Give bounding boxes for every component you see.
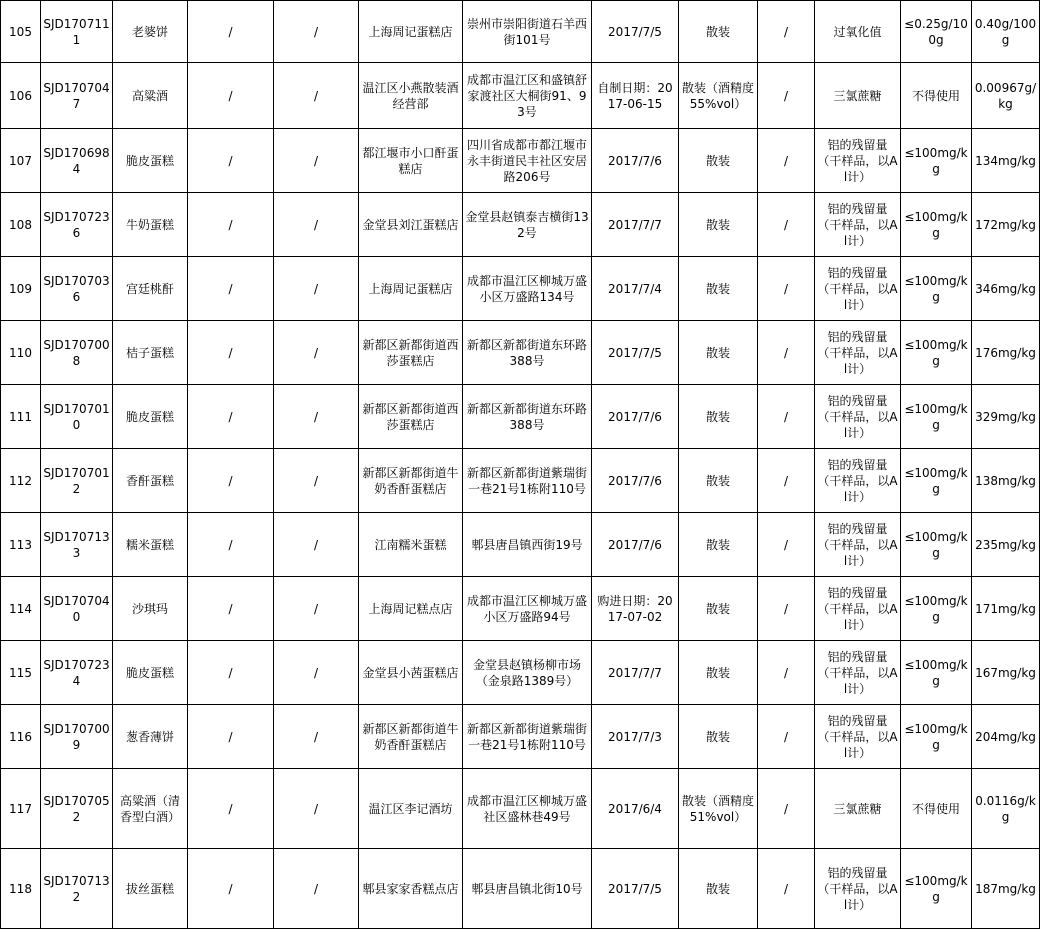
seller-address: 成都市温江区柳城万盛小区万盛路94号: [463, 577, 592, 641]
standard-value: ≤100mg/kg: [901, 577, 972, 641]
empty-cell: /: [758, 849, 815, 929]
standard-value: ≤100mg/kg: [901, 129, 972, 193]
test-item: 铝的残留量（干样品，以Al计）: [815, 705, 901, 769]
specification: 散装: [679, 257, 758, 321]
sample-code: SJD1707234: [41, 641, 113, 705]
seller-address: 四川省成都市都江堰市永丰街道民丰社区安居路206号: [463, 129, 592, 193]
product-name: 拔丝蛋糕: [113, 849, 188, 929]
production-date: 2017/7/6: [592, 129, 679, 193]
standard-value: ≤100mg/kg: [901, 449, 972, 513]
standard-value: 不得使用: [901, 769, 972, 849]
empty-cell: /: [758, 321, 815, 385]
empty-cell: /: [758, 449, 815, 513]
seller-name: 郫县家家香糕点店: [359, 849, 463, 929]
seller-address: 崇州市崇阳街道石羊西街101号: [463, 1, 592, 63]
empty-cell: /: [274, 849, 359, 929]
product-name: 老婆饼: [113, 1, 188, 63]
test-result: 0.40g/100g: [972, 1, 1040, 63]
specification: 散装: [679, 513, 758, 577]
specification: 散装: [679, 849, 758, 929]
row-number: 105: [1, 1, 41, 63]
row-number: 106: [1, 63, 41, 129]
seller-name: 金堂县刘江蛋糕店: [359, 193, 463, 257]
seller-name: 都江堰市小口酐蛋糕店: [359, 129, 463, 193]
empty-cell: /: [188, 129, 274, 193]
seller-name: 新都区新都街道牛奶香酐蛋糕店: [359, 449, 463, 513]
empty-cell: /: [274, 641, 359, 705]
empty-cell: /: [274, 257, 359, 321]
empty-cell: /: [758, 1, 815, 63]
specification: 散装（酒精度55%vol）: [679, 63, 758, 129]
row-number: 110: [1, 321, 41, 385]
production-date: 2017/7/5: [592, 1, 679, 63]
seller-name: 新都区新都街道西莎蛋糕店: [359, 321, 463, 385]
test-item: 三氯蔗糖: [815, 63, 901, 129]
empty-cell: /: [274, 513, 359, 577]
seller-name: 上海周记蛋糕店: [359, 1, 463, 63]
sample-code: SJD1707111: [41, 1, 113, 63]
test-item: 三氯蔗糖: [815, 769, 901, 849]
specification: 散装: [679, 705, 758, 769]
seller-name: 温江区小燕散装酒经营部: [359, 63, 463, 129]
specification: 散装: [679, 1, 758, 63]
table-body: [1, 1, 1040, 929]
production-date: 2017/7/6: [592, 513, 679, 577]
test-result: 346mg/kg: [972, 257, 1040, 321]
product-name: 桔子蛋糕: [113, 321, 188, 385]
row-number: 117: [1, 769, 41, 849]
sample-code: SJD1706984: [41, 129, 113, 193]
empty-cell: /: [188, 577, 274, 641]
seller-address: 郫县唐昌镇西街19号: [463, 513, 592, 577]
product-name: 脆皮蛋糕: [113, 129, 188, 193]
empty-cell: /: [188, 1, 274, 63]
production-date: 2017/7/5: [592, 849, 679, 929]
specification: 散装: [679, 193, 758, 257]
test-item: 铝的残留量（干样品，以Al计）: [815, 449, 901, 513]
test-item: 铝的残留量（干样品，以Al计）: [815, 257, 901, 321]
empty-cell: /: [758, 193, 815, 257]
empty-cell: /: [188, 193, 274, 257]
test-result: 187mg/kg: [972, 849, 1040, 929]
product-name: 香酐蛋糕: [113, 449, 188, 513]
row-number: 113: [1, 513, 41, 577]
standard-value: ≤100mg/kg: [901, 849, 972, 929]
empty-cell: /: [188, 769, 274, 849]
empty-cell: /: [274, 385, 359, 449]
row-number: 109: [1, 257, 41, 321]
production-date: 2017/7/3: [592, 705, 679, 769]
seller-name: 金堂县小茜蛋糕店: [359, 641, 463, 705]
standard-value: ≤100mg/kg: [901, 705, 972, 769]
sample-code: SJD1707009: [41, 705, 113, 769]
seller-address: 金堂县赵镇泰吉横街132号: [463, 193, 592, 257]
seller-name: 江南糯米蛋糕: [359, 513, 463, 577]
row-number: 107: [1, 129, 41, 193]
standard-value: ≤100mg/kg: [901, 257, 972, 321]
empty-cell: /: [188, 849, 274, 929]
sample-code: SJD1707040: [41, 577, 113, 641]
empty-cell: /: [758, 577, 815, 641]
test-result: 204mg/kg: [972, 705, 1040, 769]
test-item: 铝的残留量（干样品，以Al计）: [815, 193, 901, 257]
specification: 散装: [679, 641, 758, 705]
row-number: 111: [1, 385, 41, 449]
test-item: 铝的残留量（干样品，以Al计）: [815, 577, 901, 641]
table-row: [1, 769, 1040, 849]
empty-cell: /: [274, 449, 359, 513]
seller-name: 上海周记蛋糕店: [359, 257, 463, 321]
empty-cell: /: [758, 257, 815, 321]
production-date: 购进日期：2017-07-02: [592, 577, 679, 641]
sample-code: SJD1707036: [41, 257, 113, 321]
table-row: [1, 129, 1040, 193]
table-row: [1, 577, 1040, 641]
sample-code: SJD1707047: [41, 63, 113, 129]
empty-cell: /: [188, 63, 274, 129]
product-name: 葱香薄饼: [113, 705, 188, 769]
table-row: [1, 849, 1040, 929]
empty-cell: /: [274, 577, 359, 641]
specification: 散装（酒精度51%vol）: [679, 769, 758, 849]
standard-value: ≤100mg/kg: [901, 513, 972, 577]
empty-cell: /: [274, 705, 359, 769]
seller-name: 新都区新都街道牛奶香酐蛋糕店: [359, 705, 463, 769]
empty-cell: /: [758, 769, 815, 849]
empty-cell: /: [188, 449, 274, 513]
seller-address: 成都市温江区柳城万盛小区万盛路134号: [463, 257, 592, 321]
test-result: 0.0116g/kg: [972, 769, 1040, 849]
seller-address: 新都区新都街道紫瑞街一巷21号1栋附110号: [463, 449, 592, 513]
sample-code: SJD1707133: [41, 513, 113, 577]
product-name: 沙琪玛: [113, 577, 188, 641]
test-result: 134mg/kg: [972, 129, 1040, 193]
row-number: 115: [1, 641, 41, 705]
test-result: 172mg/kg: [972, 193, 1040, 257]
product-name: 宫廷桃酐: [113, 257, 188, 321]
seller-address: 成都市温江区柳城万盛社区盛林巷49号: [463, 769, 592, 849]
seller-name: 上海周记糕点店: [359, 577, 463, 641]
specification: 散装: [679, 129, 758, 193]
standard-value: ≤0.25g/100g: [901, 1, 972, 63]
test-result: 176mg/kg: [972, 321, 1040, 385]
production-date: 自制日期：2017-06-15: [592, 63, 679, 129]
test-item: 铝的残留量（干样品，以Al计）: [815, 385, 901, 449]
specification: 散装: [679, 385, 758, 449]
empty-cell: /: [758, 63, 815, 129]
table-row: [1, 1, 1040, 63]
sample-code: SJD1707236: [41, 193, 113, 257]
standard-value: ≤100mg/kg: [901, 193, 972, 257]
production-date: 2017/7/4: [592, 257, 679, 321]
standard-value: ≤100mg/kg: [901, 385, 972, 449]
test-result: 235mg/kg: [972, 513, 1040, 577]
product-name: 糯米蛋糕: [113, 513, 188, 577]
specification: 散装: [679, 577, 758, 641]
empty-cell: /: [274, 63, 359, 129]
production-date: 2017/6/4: [592, 769, 679, 849]
seller-address: 金堂县赵镇杨柳市场（金泉路1389号）: [463, 641, 592, 705]
test-item: 铝的残留量（干样品，以Al计）: [815, 129, 901, 193]
table-row: [1, 63, 1040, 129]
test-item: 铝的残留量（干样品，以Al计）: [815, 641, 901, 705]
test-item: 铝的残留量（干样品，以Al计）: [815, 849, 901, 929]
seller-address: 新都区新都街道东环路388号: [463, 321, 592, 385]
empty-cell: /: [758, 129, 815, 193]
empty-cell: /: [188, 257, 274, 321]
table-row: [1, 193, 1040, 257]
test-result: 138mg/kg: [972, 449, 1040, 513]
test-item: 铝的残留量（干样品，以Al计）: [815, 321, 901, 385]
sample-code: SJD1707010: [41, 385, 113, 449]
seller-address: 新都区新都街道紫瑞街一巷21号1栋附110号: [463, 705, 592, 769]
production-date: 2017/7/5: [592, 321, 679, 385]
test-result: 171mg/kg: [972, 577, 1040, 641]
specification: 散装: [679, 321, 758, 385]
sample-code: SJD1707052: [41, 769, 113, 849]
empty-cell: /: [274, 769, 359, 849]
table-row: [1, 449, 1040, 513]
empty-cell: /: [274, 193, 359, 257]
empty-cell: /: [274, 129, 359, 193]
test-item: 铝的残留量（干样品，以Al计）: [815, 513, 901, 577]
empty-cell: /: [758, 641, 815, 705]
standard-value: 不得使用: [901, 63, 972, 129]
row-number: 118: [1, 849, 41, 929]
empty-cell: /: [274, 1, 359, 63]
table-row: [1, 257, 1040, 321]
empty-cell: /: [188, 513, 274, 577]
standard-value: ≤100mg/kg: [901, 321, 972, 385]
table-row: [1, 513, 1040, 577]
product-name: 脆皮蛋糕: [113, 385, 188, 449]
empty-cell: /: [188, 641, 274, 705]
seller-address: 成都市温江区和盛镇舒家渡社区大桐街91、93号: [463, 63, 592, 129]
standard-value: ≤100mg/kg: [901, 641, 972, 705]
row-number: 112: [1, 449, 41, 513]
sample-code: SJD1707012: [41, 449, 113, 513]
test-result: 0.00967g/kg: [972, 63, 1040, 129]
product-name: 高粱酒（清香型白酒）: [113, 769, 188, 849]
empty-cell: /: [188, 385, 274, 449]
empty-cell: /: [758, 385, 815, 449]
product-name: 牛奶蛋糕: [113, 193, 188, 257]
seller-address: 新都区新都街道东环路388号: [463, 385, 592, 449]
production-date: 2017/7/7: [592, 193, 679, 257]
empty-cell: /: [274, 321, 359, 385]
seller-name: 温江区李记酒坊: [359, 769, 463, 849]
empty-cell: /: [758, 705, 815, 769]
seller-name: 新都区新都街道西莎蛋糕店: [359, 385, 463, 449]
production-date: 2017/7/7: [592, 641, 679, 705]
test-result: 167mg/kg: [972, 641, 1040, 705]
empty-cell: /: [758, 513, 815, 577]
sample-code: SJD1707132: [41, 849, 113, 929]
sample-code: SJD1707008: [41, 321, 113, 385]
test-item: 过氧化值: [815, 1, 901, 63]
table-row: [1, 385, 1040, 449]
seller-address: 郫县唐昌镇北街10号: [463, 849, 592, 929]
row-number: 114: [1, 577, 41, 641]
specification: 散装: [679, 449, 758, 513]
table-row: [1, 321, 1040, 385]
empty-cell: /: [188, 705, 274, 769]
test-result: 329mg/kg: [972, 385, 1040, 449]
row-number: 116: [1, 705, 41, 769]
production-date: 2017/7/6: [592, 385, 679, 449]
production-date: 2017/7/6: [592, 449, 679, 513]
table-row: [1, 641, 1040, 705]
product-name: 脆皮蛋糕: [113, 641, 188, 705]
product-name: 高粱酒: [113, 63, 188, 129]
table-row: [1, 705, 1040, 769]
row-number: 108: [1, 193, 41, 257]
empty-cell: /: [188, 321, 274, 385]
